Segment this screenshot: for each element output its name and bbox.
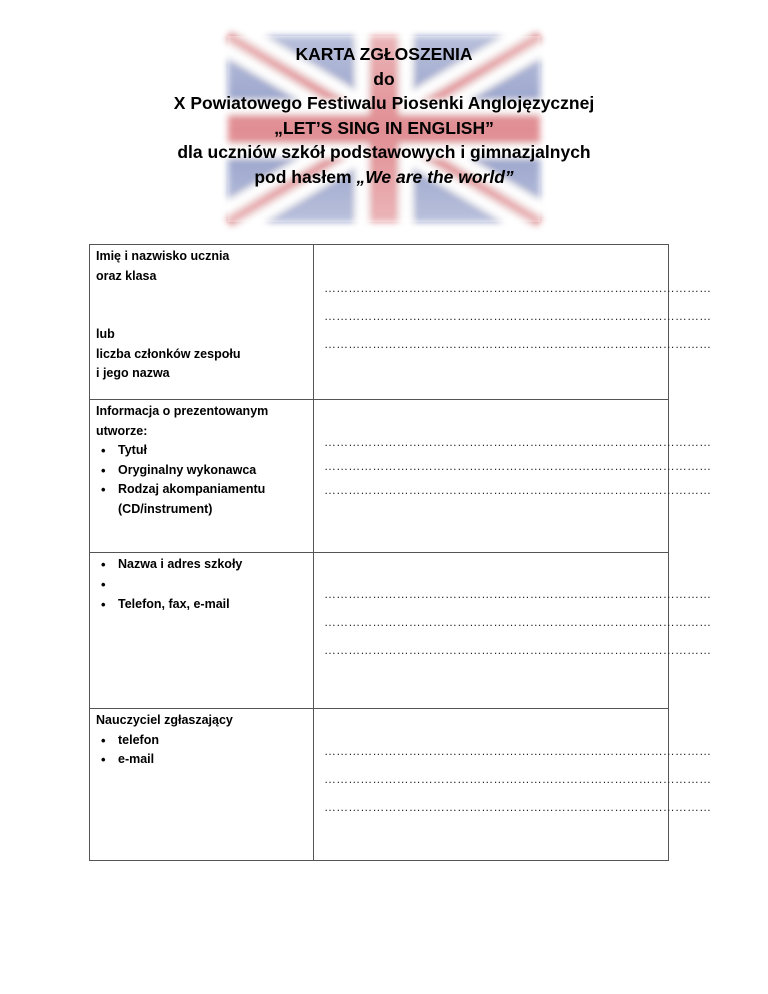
label-line: Imię i nazwisko ucznia <box>96 249 230 263</box>
festival-audience: dla uczniów szkół podstawowych i gimnazjalnych <box>177 142 591 162</box>
fill-gap <box>324 245 658 278</box>
bullet-school-name: • Nazwa i adres szkoły <box>96 555 309 575</box>
application-form-table <box>89 244 712 861</box>
label-line: Informacja o prezentowanym <box>96 404 269 418</box>
bullet-title: • Tytuł <box>96 441 309 461</box>
row-student <box>90 245 669 400</box>
dotted-line[interactable]: …………………………………………………………………………………… <box>324 459 712 473</box>
label-line: lub <box>96 327 115 341</box>
dotted-line[interactable]: …………………………………………………………………………………… <box>324 615 712 629</box>
dotted-line[interactable]: …………………………………………………………………………………… <box>324 309 712 323</box>
label-school <box>90 553 314 709</box>
festival-name: X Powiatowego Festiwalu Piosenki Anglojęzycznej <box>173 93 595 113</box>
school-bullets <box>96 555 309 614</box>
bullet-accompaniment: • Rodzaj akompaniamentu (CD/instrument) <box>96 480 309 519</box>
fill-gap <box>324 789 658 797</box>
dotted-line[interactable]: …………………………………………………………………………………… <box>324 643 712 657</box>
label-student <box>90 245 314 400</box>
fill-gap <box>324 632 658 640</box>
festival-motto: „LET’S SING IN ENGLISH” <box>274 117 494 138</box>
fill-gap <box>324 298 658 306</box>
dotted-line[interactable]: …………………………………………………………………………………… <box>324 800 712 814</box>
fill-gap <box>324 326 658 334</box>
teacher-bullets <box>96 731 309 770</box>
festival-slogan-line <box>0 165 768 190</box>
song-info-bullets <box>96 441 309 519</box>
row-teacher <box>90 709 669 861</box>
dotted-line[interactable]: …………………………………………………………………………………… <box>324 435 712 449</box>
bullet-gap <box>96 575 309 595</box>
row-song-info <box>90 400 669 553</box>
dotted-line[interactable]: …………………………………………………………………………………… <box>324 281 712 295</box>
label-line: utworze: <box>96 423 148 438</box>
form-title-do: do <box>373 68 395 89</box>
fill-gap <box>324 553 658 584</box>
bullet-original-artist: • Oryginalny wykonawca <box>96 461 309 481</box>
label-line: i jego nazwa <box>96 366 170 380</box>
slogan-text: „We are the world” <box>356 166 514 187</box>
fill-gap <box>324 709 658 741</box>
label-gap <box>96 286 309 325</box>
row-school <box>90 553 669 709</box>
bullet-school-contact: • Telefon, fax, e-mail <box>96 595 309 615</box>
label-line: oraz klasa <box>96 268 157 283</box>
form-title: KARTA ZGŁOSZENIA <box>295 44 473 64</box>
fill-teacher[interactable] <box>314 709 712 861</box>
label-line: liczba członków zespołu <box>96 346 241 361</box>
label-teacher <box>90 709 314 861</box>
label-line: Nauczyciel zgłaszający <box>96 713 233 727</box>
dotted-line[interactable]: …………………………………………………………………………………… <box>324 587 712 601</box>
fill-gap <box>324 400 658 432</box>
fill-student[interactable] <box>314 245 712 400</box>
bullet-teacher-email: • e-mail <box>96 750 309 770</box>
slogan-prefix: pod hasłem <box>254 166 357 187</box>
fill-gap <box>324 604 658 612</box>
dotted-line[interactable]: …………………………………………………………………………………… <box>324 772 712 786</box>
form-header <box>0 42 768 189</box>
dotted-line[interactable]: …………………………………………………………………………………… <box>324 744 712 758</box>
dotted-line[interactable]: …………………………………………………………………………………… <box>324 483 712 497</box>
bullet-teacher-phone: • telefon <box>96 731 309 751</box>
label-song-info <box>90 400 314 553</box>
dotted-line[interactable]: …………………………………………………………………………………… <box>324 337 712 351</box>
fill-school[interactable] <box>314 553 712 709</box>
fill-song-info[interactable] <box>314 400 712 553</box>
fill-gap <box>324 761 658 769</box>
